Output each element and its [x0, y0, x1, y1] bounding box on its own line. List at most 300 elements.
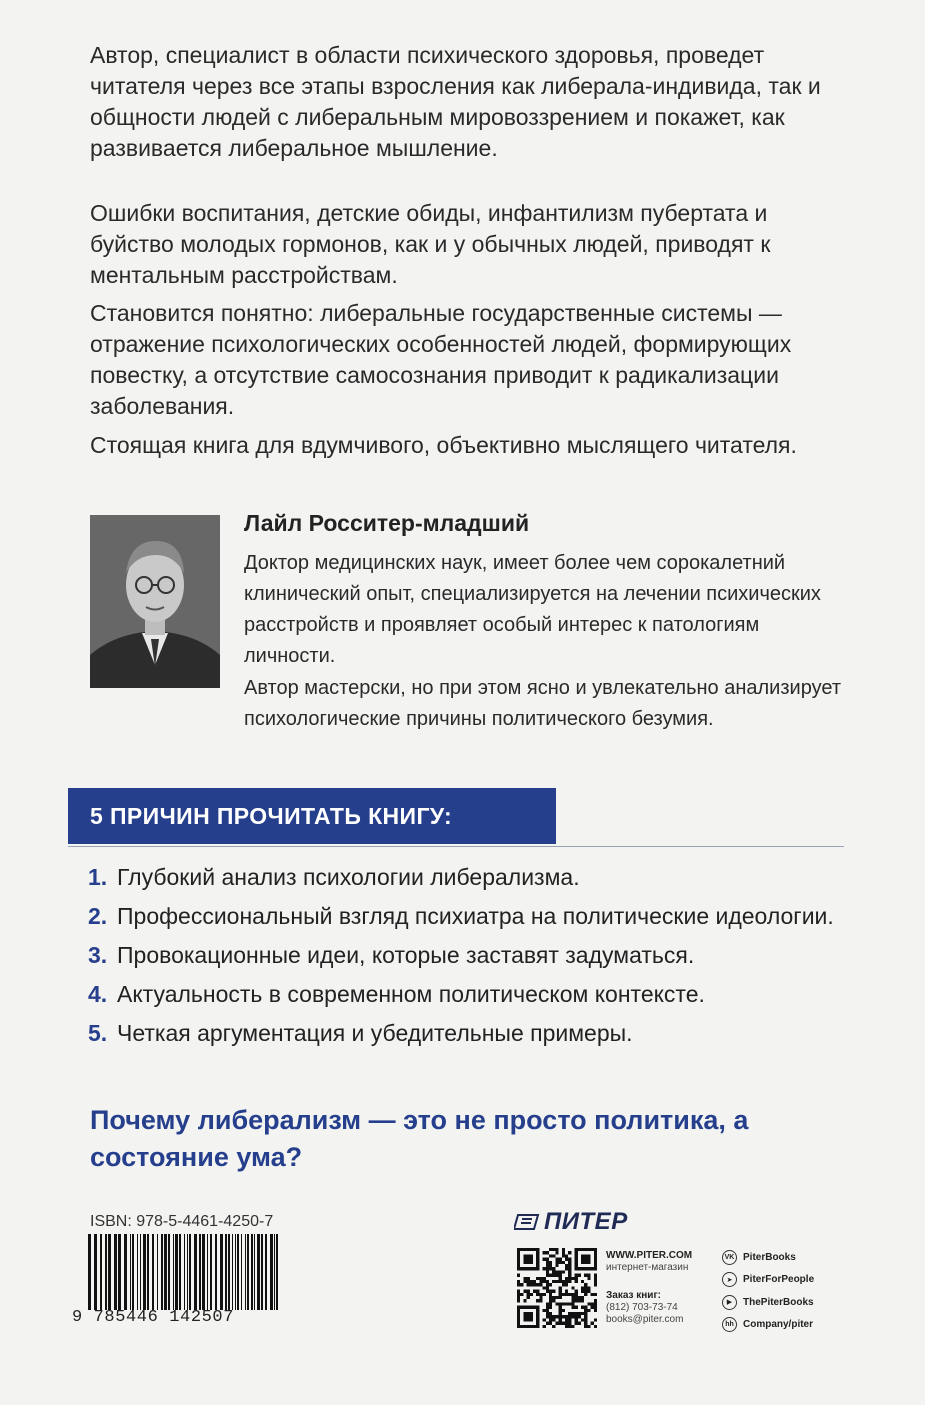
qr-module: [568, 1251, 571, 1254]
qr-module: [565, 1258, 568, 1261]
barcode-bar: [147, 1234, 149, 1310]
qr-module: [549, 1318, 552, 1321]
qr-module: [568, 1258, 571, 1261]
qr-module: [565, 1277, 568, 1280]
qr-module: [552, 1280, 555, 1283]
barcode-bar: [270, 1234, 273, 1310]
qr-module: [527, 1296, 530, 1299]
qr-module: [530, 1293, 533, 1296]
qr-module: [565, 1290, 568, 1293]
qr-module: [543, 1280, 546, 1283]
barcode-bar: [161, 1234, 163, 1310]
qr-module: [543, 1267, 546, 1270]
qr-module: [581, 1296, 584, 1299]
qr-module: [559, 1293, 562, 1296]
qr-module: [581, 1290, 584, 1293]
qr-module: [555, 1296, 558, 1299]
qr-module: [571, 1293, 574, 1296]
qr-module: [591, 1306, 594, 1309]
qr-module: [546, 1290, 549, 1293]
qr-module: [549, 1306, 552, 1309]
qr-module: [517, 1283, 520, 1286]
qr-module: [520, 1293, 523, 1296]
qr-module: [552, 1274, 555, 1277]
social-links: [722, 1246, 814, 1336]
publisher-logo: [514, 1208, 628, 1236]
social-label: ThePiterBooks: [743, 1296, 814, 1308]
telegram-icon: ➤: [722, 1272, 737, 1287]
qr-module: [549, 1302, 552, 1305]
publisher-name: ПИТЕР: [544, 1208, 628, 1235]
qr-module: [562, 1248, 565, 1251]
qr-module: [555, 1274, 558, 1277]
headhunter-icon: hh: [722, 1317, 737, 1332]
list-item: [88, 979, 848, 1010]
qr-module: [549, 1254, 552, 1257]
qr-module: [562, 1283, 565, 1286]
qr-module: [568, 1267, 571, 1270]
qr-module: [568, 1312, 571, 1315]
description-paragraph-2: Ошибки воспитания, детские обиды, инфантилизм пубертата и буйство молодых гормонов, как и у обычных людей, приводят к ментальным расстройствам.: [90, 200, 771, 288]
qr-module: [549, 1315, 552, 1318]
qr-module: [536, 1293, 539, 1296]
barcode-bar: [228, 1234, 230, 1310]
qr-module: [543, 1258, 546, 1261]
qr-module: [546, 1274, 549, 1277]
qr-module: [539, 1299, 542, 1302]
barcode-bar: [257, 1234, 260, 1310]
qr-module: [546, 1312, 549, 1315]
qr-module: [587, 1290, 590, 1293]
barcode-bar: [189, 1234, 191, 1310]
social-label: PiterBooks: [743, 1251, 796, 1263]
qr-module: [549, 1296, 552, 1299]
qr-module: [539, 1296, 542, 1299]
qr-module: [584, 1325, 587, 1328]
qr-module: [527, 1293, 530, 1296]
qr-module: [559, 1286, 562, 1289]
qr-module: [565, 1325, 568, 1328]
qr-module: [549, 1264, 552, 1267]
qr-module: [591, 1302, 594, 1305]
order-info: [606, 1290, 683, 1326]
qr-module: [559, 1258, 562, 1261]
qr-module: [568, 1261, 571, 1264]
qr-module: [594, 1274, 597, 1277]
qr-module: [594, 1280, 597, 1283]
qr-module: [546, 1306, 549, 1309]
barcode-bar: [124, 1234, 127, 1310]
qr-module: [575, 1290, 578, 1293]
qr-finder: [523, 1312, 533, 1322]
qr-module: [543, 1318, 546, 1321]
qr-module: [568, 1274, 571, 1277]
shop-info: [606, 1250, 692, 1274]
barcode-bar: [140, 1234, 141, 1310]
vk-icon: VK: [722, 1250, 737, 1265]
qr-module: [568, 1318, 571, 1321]
qr-module: [568, 1322, 571, 1325]
qr-module: [549, 1312, 552, 1315]
qr-module: [575, 1306, 578, 1309]
barcode-bar: [137, 1234, 138, 1310]
qr-module: [568, 1264, 571, 1267]
qr-module: [555, 1261, 558, 1264]
qr-module: [568, 1277, 571, 1280]
qr-module: [546, 1315, 549, 1318]
list-item: [88, 862, 848, 893]
qr-module: [575, 1296, 578, 1299]
qr-module: [536, 1299, 539, 1302]
qr-module: [530, 1283, 533, 1286]
qr-module: [549, 1274, 552, 1277]
qr-module: [591, 1322, 594, 1325]
qr-module: [559, 1309, 562, 1312]
social-link[interactable]: [722, 1269, 814, 1292]
qr-module: [520, 1283, 523, 1286]
qr-module: [555, 1264, 558, 1267]
qr-module: [594, 1293, 597, 1296]
qr-module: [539, 1283, 542, 1286]
qr-module: [527, 1283, 530, 1286]
qr-module: [555, 1322, 558, 1325]
barcode-bar: [130, 1234, 131, 1310]
qr-module: [565, 1254, 568, 1257]
barcode-bar: [118, 1234, 121, 1310]
qr-module: [587, 1277, 590, 1280]
qr-module: [523, 1277, 526, 1280]
qr-module: [594, 1309, 597, 1312]
qr-module: [559, 1302, 562, 1305]
barcode-bar: [232, 1234, 233, 1310]
qr-module: [575, 1318, 578, 1321]
qr-module: [568, 1315, 571, 1318]
qr-module: [584, 1318, 587, 1321]
qr-module: [555, 1258, 558, 1261]
qr-module: [546, 1322, 549, 1325]
qr-module: [562, 1302, 565, 1305]
qr-module: [552, 1270, 555, 1273]
list-text: Актуальность в современном политическом контексте.: [117, 981, 705, 1007]
qr-module: [546, 1286, 549, 1289]
qr-module: [552, 1254, 555, 1257]
qr-module: [552, 1290, 555, 1293]
list-number: 1.: [88, 864, 108, 890]
qr-module: [543, 1309, 546, 1312]
qr-module: [575, 1312, 578, 1315]
qr-module: [565, 1322, 568, 1325]
qr-module: [571, 1325, 574, 1328]
qr-module: [594, 1325, 597, 1328]
qr-module: [571, 1312, 574, 1315]
qr-module: [584, 1290, 587, 1293]
qr-module: [565, 1280, 568, 1283]
qr-module: [584, 1312, 587, 1315]
qr-module: [533, 1290, 536, 1293]
qr-module: [543, 1286, 546, 1289]
qr-module: [549, 1267, 552, 1270]
qr-module: [591, 1293, 594, 1296]
qr-module: [568, 1325, 571, 1328]
qr-module: [555, 1270, 558, 1273]
qr-module: [530, 1280, 533, 1283]
qr-module: [565, 1267, 568, 1270]
qr-module: [584, 1293, 587, 1296]
order-phone: (812) 703-73-74: [606, 1302, 678, 1313]
description-paragraph-1: Автор, специалист в области психического здоровья, проведет читателя через все этапы взросления как либерала-индивида, так и общности людей с либеральным мировоззрением и покажет, как развивается либеральное мышление.: [90, 42, 821, 161]
qr-module: [559, 1306, 562, 1309]
qr-module: [559, 1312, 562, 1315]
author-name: Лайл Росситер-младший: [244, 510, 530, 536]
barcode-bar: [265, 1234, 267, 1310]
qr-module: [594, 1302, 597, 1305]
list-text: Провокационные идеи, которые заставят задуматься.: [117, 942, 695, 968]
barcode-bar: [184, 1234, 185, 1310]
qr-module: [559, 1270, 562, 1273]
qr-module: [527, 1277, 530, 1280]
qr-module: [546, 1280, 549, 1283]
qr-module: [552, 1315, 555, 1318]
qr-module: [571, 1315, 574, 1318]
social-label: PiterForPeople: [743, 1274, 815, 1286]
qr-module: [562, 1322, 565, 1325]
barcode-bar: [220, 1234, 223, 1310]
qr-module: [565, 1293, 568, 1296]
qr-module: [539, 1277, 542, 1280]
qr-module: [575, 1280, 578, 1283]
qr-module: [565, 1302, 568, 1305]
qr-module: [517, 1290, 520, 1293]
qr-module: [587, 1302, 590, 1305]
barcode: [88, 1234, 280, 1310]
qr-module: [571, 1306, 574, 1309]
reasons-banner: 5 ПРИЧИН ПРОЧИТАТЬ КНИГУ:: [68, 788, 556, 844]
qr-module: [559, 1277, 562, 1280]
barcode-bar: [175, 1234, 178, 1310]
qr-module: [562, 1251, 565, 1254]
qr-module: [533, 1283, 536, 1286]
qr-module: [565, 1283, 568, 1286]
qr-module: [581, 1299, 584, 1302]
list-text: Глубокий анализ психологии либерализма.: [117, 864, 580, 890]
qr-module: [546, 1267, 549, 1270]
qr-finder: [523, 1254, 533, 1264]
qr-module: [578, 1315, 581, 1318]
barcode-bar: [143, 1234, 146, 1310]
qr-module: [584, 1322, 587, 1325]
qr-module: [562, 1293, 565, 1296]
barcode-bar: [251, 1234, 253, 1310]
qr-module: [584, 1283, 587, 1286]
qr-module: [536, 1283, 539, 1286]
qr-module: [578, 1322, 581, 1325]
qr-module: [568, 1270, 571, 1273]
isbn-label: ISBN: 978-5-4461-4250-7: [90, 1213, 274, 1230]
qr-module: [527, 1280, 530, 1283]
qr-module: [584, 1315, 587, 1318]
list-item: [88, 940, 848, 971]
author-bio-2: Автор мастерски, но при этом ясно и увлекательно анализирует психологические причины политического безумия.: [244, 677, 841, 730]
qr-module: [581, 1306, 584, 1309]
qr-module: [523, 1299, 526, 1302]
list-item: [88, 1018, 848, 1049]
order-label: Заказ книг:: [606, 1290, 661, 1301]
barcode-bar: [132, 1234, 134, 1310]
qr-module: [578, 1274, 581, 1277]
qr-module: [549, 1322, 552, 1325]
qr-module: [533, 1280, 536, 1283]
qr-module: [575, 1322, 578, 1325]
barcode-bar: [114, 1234, 117, 1310]
qr-module: [546, 1261, 549, 1264]
barcode-digits: 9 785446 142507: [72, 1308, 235, 1327]
barcode-bar: [105, 1234, 107, 1310]
barcode-bar: [241, 1234, 242, 1310]
qr-module: [546, 1251, 549, 1254]
barcode-bar: [179, 1234, 181, 1310]
qr-module: [571, 1296, 574, 1299]
qr-module: [575, 1315, 578, 1318]
qr-module: [587, 1309, 590, 1312]
barcode-bar: [274, 1234, 275, 1310]
barcode-bar: [100, 1234, 102, 1310]
qr-module: [581, 1280, 584, 1283]
qr-module: [594, 1306, 597, 1309]
qr-module: [555, 1315, 558, 1318]
barcode-bar: [202, 1234, 205, 1310]
qr-module: [539, 1293, 542, 1296]
qr-module: [571, 1302, 574, 1305]
list-text: Четкая аргументация и убедительные примеры.: [117, 1020, 633, 1046]
qr-module: [562, 1315, 565, 1318]
qr-module: [568, 1280, 571, 1283]
qr-code: [517, 1248, 597, 1328]
qr-module: [539, 1280, 542, 1283]
qr-module: [546, 1309, 549, 1312]
qr-module: [568, 1302, 571, 1305]
qr-module: [536, 1290, 539, 1293]
qr-module: [523, 1290, 526, 1293]
qr-module: [546, 1264, 549, 1267]
qr-module: [559, 1280, 562, 1283]
social-link[interactable]: [722, 1314, 814, 1337]
qr-module: [546, 1302, 549, 1305]
qr-module: [543, 1325, 546, 1328]
qr-module: [565, 1315, 568, 1318]
qr-module: [587, 1286, 590, 1289]
barcode-bar: [225, 1234, 227, 1310]
qr-module: [552, 1299, 555, 1302]
barcode-bar: [245, 1234, 246, 1310]
qr-module: [562, 1270, 565, 1273]
barcode-bar: [157, 1234, 158, 1310]
qr-module: [559, 1315, 562, 1318]
youtube-icon: ▶: [722, 1295, 737, 1310]
qr-module: [562, 1280, 565, 1283]
qr-module: [517, 1293, 520, 1296]
qr-module: [578, 1296, 581, 1299]
barcode-bar: [207, 1234, 208, 1310]
qr-module: [552, 1318, 555, 1321]
qr-module: [587, 1325, 590, 1328]
list-number: 2.: [88, 903, 108, 929]
tagline-question: Почему либерализм — это не просто политика, а состояние ума?: [90, 1105, 749, 1172]
social-link[interactable]: [722, 1246, 814, 1269]
qr-module: [575, 1277, 578, 1280]
qr-module: [587, 1274, 590, 1277]
qr-module: [581, 1318, 584, 1321]
qr-module: [555, 1280, 558, 1283]
qr-module: [559, 1296, 562, 1299]
qr-module: [517, 1296, 520, 1299]
qr-module: [555, 1251, 558, 1254]
qr-module: [578, 1299, 581, 1302]
divider: [68, 846, 844, 847]
website-link[interactable]: WWW.PITER.COM: [606, 1250, 693, 1261]
qr-module: [575, 1274, 578, 1277]
list-number: 4.: [88, 981, 108, 1007]
barcode-bar: [168, 1234, 170, 1310]
qr-module: [584, 1286, 587, 1289]
barcode-bar: [187, 1234, 188, 1310]
social-link[interactable]: [722, 1291, 814, 1314]
qr-module: [584, 1306, 587, 1309]
qr-module: [549, 1283, 552, 1286]
barcode-bar: [276, 1234, 278, 1310]
list-item: [88, 901, 848, 932]
list-number: 3.: [88, 942, 108, 968]
qr-module: [549, 1290, 552, 1293]
qr-module: [559, 1274, 562, 1277]
barcode-bar: [94, 1234, 97, 1310]
qr-module: [584, 1309, 587, 1312]
qr-module: [517, 1299, 520, 1302]
description-paragraph-4: Стоящая книга для вдумчивого, объективно мыслящего читателя.: [90, 432, 797, 458]
qr-module: [517, 1274, 520, 1277]
barcode-bar: [199, 1234, 201, 1310]
qr-module: [559, 1318, 562, 1321]
qr-module: [543, 1293, 546, 1296]
qr-module: [527, 1290, 530, 1293]
qr-module: [571, 1277, 574, 1280]
qr-module: [559, 1261, 562, 1264]
barcode-bar: [164, 1234, 167, 1310]
qr-module: [562, 1309, 565, 1312]
qr-module: [559, 1322, 562, 1325]
order-email[interactable]: books@piter.com: [606, 1314, 684, 1325]
reasons-list: [88, 862, 848, 1057]
qr-finder: [581, 1254, 591, 1264]
author-photo: [90, 515, 220, 688]
barcode-bar: [215, 1234, 217, 1310]
qr-module: [549, 1293, 552, 1296]
barcode-bar: [108, 1234, 111, 1310]
qr-module: [568, 1293, 571, 1296]
qr-module: [552, 1325, 555, 1328]
qr-module: [555, 1302, 558, 1305]
qr-module: [552, 1296, 555, 1299]
qr-module: [575, 1293, 578, 1296]
list-number: 5.: [88, 1020, 108, 1046]
barcode-bar: [210, 1234, 212, 1310]
qr-module: [594, 1318, 597, 1321]
qr-module: [552, 1248, 555, 1251]
qr-module: [584, 1274, 587, 1277]
description-paragraph-3: Становится понятно: либеральные государственные системы — отражение психологических особенностей людей, формирующих повестку, а отсутствие самосознания приводит к радикализации заболевания.: [90, 300, 792, 419]
qr-module: [581, 1312, 584, 1315]
barcode-bar: [152, 1234, 154, 1310]
qr-module: [581, 1286, 584, 1289]
